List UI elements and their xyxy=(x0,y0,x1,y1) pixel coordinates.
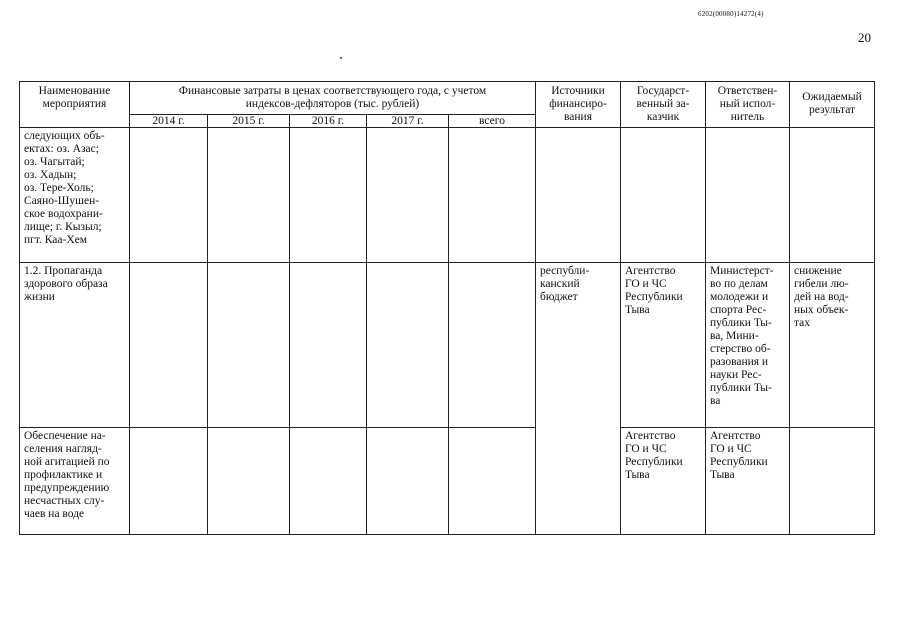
value-cell-2017 xyxy=(367,263,449,428)
header-total: всего xyxy=(449,115,536,128)
header-executor: Ответствен- ный испол- нитель xyxy=(706,82,790,128)
value-cell-2014 xyxy=(130,428,208,535)
row-name-cell: 1.2. Пропаганда здорового образа жизни xyxy=(20,263,130,428)
customer-cell xyxy=(621,128,706,263)
value-cell-2017 xyxy=(367,128,449,263)
value-cell-2015 xyxy=(208,428,290,535)
row-name-cell: следующих объ- ектах: оз. Азас; оз. Чагытай; оз. Хадын; оз. Тере-Холь; Саяно-Шушен- ское водохрани- лище; г. Кызыл; пгт. Каа-Хем xyxy=(20,128,130,263)
header-name: Наименование мероприятия xyxy=(20,82,130,128)
row-name-cell: Обеспечение на- селения нагляд- ной агитацией по профилактике и предупреждению несчастных слу- чаев на воде xyxy=(20,428,130,535)
source-cell xyxy=(536,128,621,263)
header-costs: Финансовые затраты в ценах соответствующего года, с учетом индексов-дефляторов (тыс. рублей) xyxy=(130,82,536,115)
header-result: Ожидаемый результат xyxy=(790,82,875,128)
header-sources: Источники финансиро- вания xyxy=(536,82,621,128)
value-cell-2016 xyxy=(290,263,367,428)
value-cell-total xyxy=(449,428,536,535)
source-cell: республи- канский бюджет xyxy=(536,263,621,535)
value-cell-2016 xyxy=(290,428,367,535)
executor-cell: Агентство ГО и ЧС Республики Тыва xyxy=(706,428,790,535)
header-year-2017: 2017 г. xyxy=(367,115,449,128)
value-cell-2014 xyxy=(130,128,208,263)
executor-cell xyxy=(706,128,790,263)
result-cell xyxy=(790,128,875,263)
value-cell-2015 xyxy=(208,263,290,428)
table-row xyxy=(20,428,875,535)
scan-speck xyxy=(340,57,342,59)
table-row xyxy=(20,128,875,263)
result-cell: снижение гибели лю- дей на вод- ных объек- тах xyxy=(790,263,875,428)
value-cell-total xyxy=(449,263,536,428)
header-year-2015: 2015 г. xyxy=(208,115,290,128)
header-customer: Государст- венный за- казчик xyxy=(621,82,706,128)
header-row xyxy=(20,82,875,115)
program-activities-table xyxy=(19,81,875,535)
value-cell-2014 xyxy=(130,263,208,428)
executor-cell: Министерст- во по делам молодежи и спорта Рес- публики Ты- ва, Мини- стерство об- разования и науки Рес- публики Ты- ва xyxy=(706,263,790,428)
document-code: 6202(00080)14272(4) xyxy=(698,10,764,18)
table-row xyxy=(20,263,875,428)
value-cell-2015 xyxy=(208,128,290,263)
page-number: 20 xyxy=(858,30,871,45)
value-cell-2016 xyxy=(290,128,367,263)
customer-cell: Агентство ГО и ЧС Республики Тыва xyxy=(621,428,706,535)
value-cell-2017 xyxy=(367,428,449,535)
result-cell xyxy=(790,428,875,535)
header-year-2014: 2014 г. xyxy=(130,115,208,128)
value-cell-total xyxy=(449,128,536,263)
header-year-2016: 2016 г. xyxy=(290,115,367,128)
customer-cell: Агентство ГО и ЧС Республики Тыва xyxy=(621,263,706,428)
